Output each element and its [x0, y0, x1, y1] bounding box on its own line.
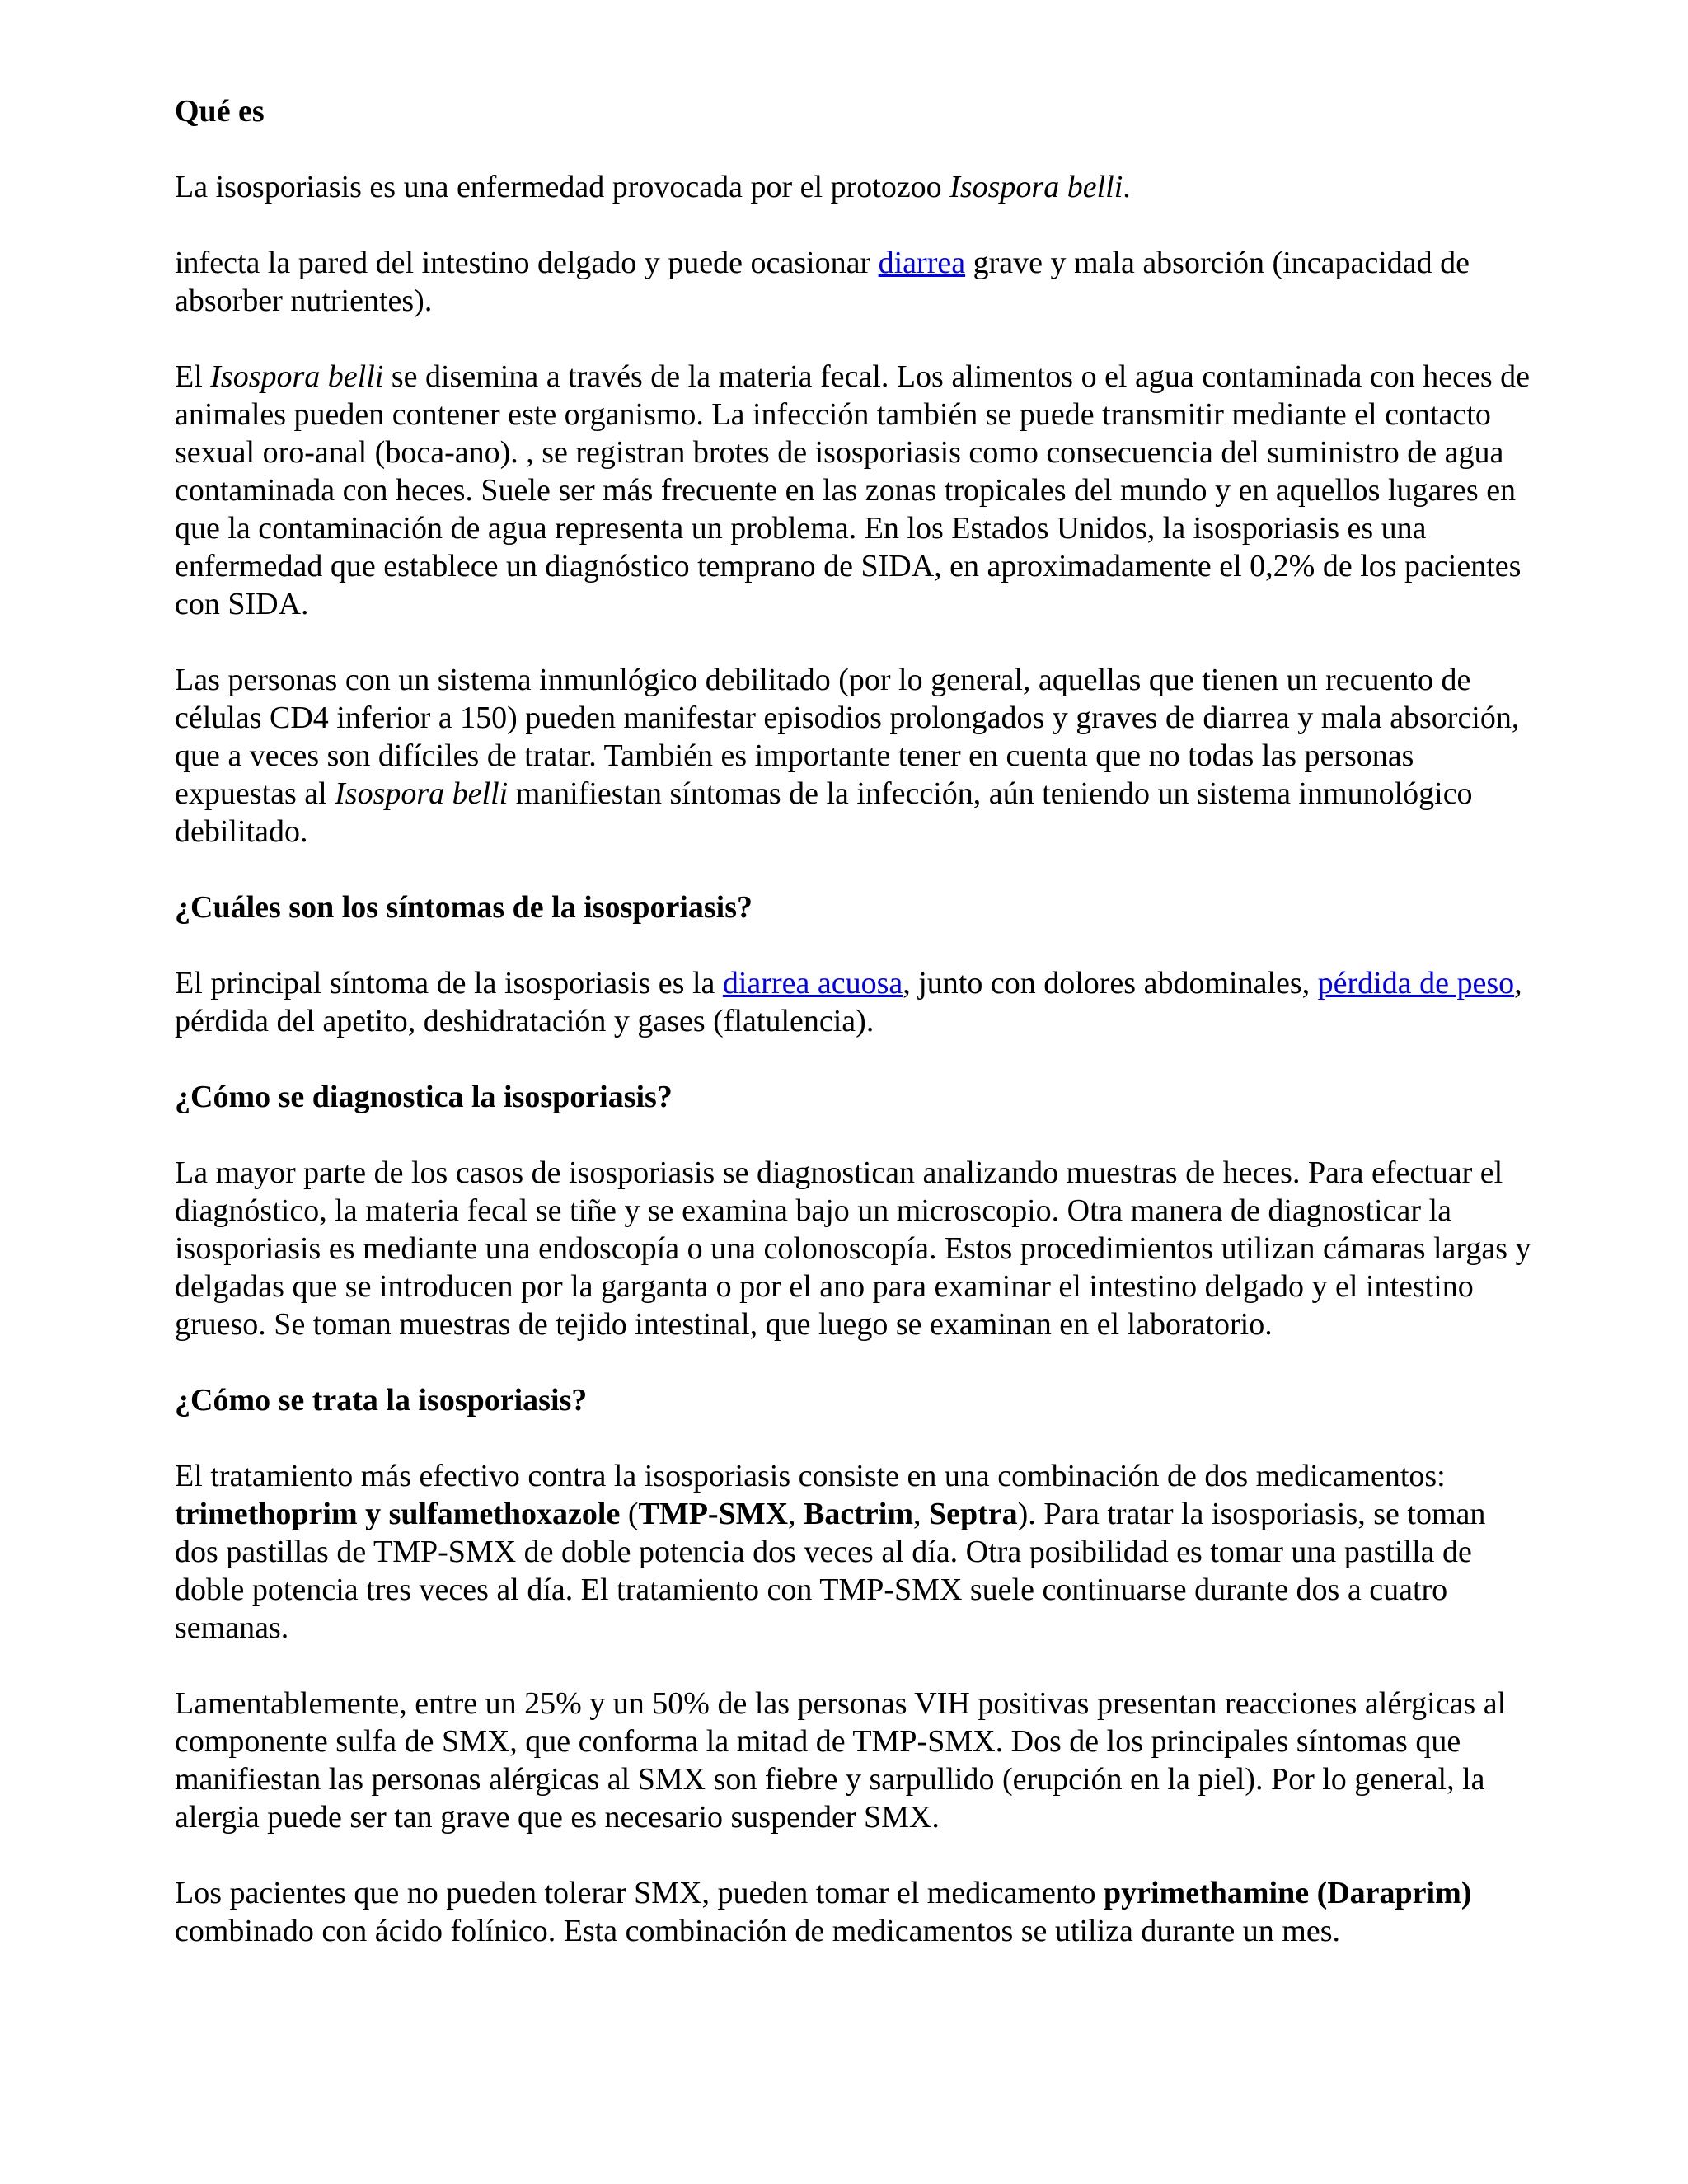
- drug-pyrimethamine: pyrimethamine (Daraprim): [1103, 1876, 1472, 1910]
- paragraph-text: ). Para tratar la isosporiasis, se toman dos pastillas de TMP-SMX de doble potencia dos veces al día. Otra posibilidad es tomar una pastilla de doble potencia tres veces al día. El tratamiento con TMP-SMX suele continuarse durante dos a cuatro semanas.: [175, 1497, 1486, 1645]
- drug-tmp-smx: TMP-SMX: [638, 1497, 789, 1531]
- heading-sintomas: ¿Cuáles son los síntomas de la isosporiasis?: [175, 890, 753, 925]
- paragraph-text: El tratamiento más efectivo contra la isosporiasis consiste en una combinación de dos medicamentos:: [175, 1459, 1446, 1493]
- document-body: [175, 92, 1535, 1988]
- paragraph-alternative: [175, 1874, 1535, 1950]
- paragraph-text: infecta la pared del intestino delgado y puede ocasionar: [175, 246, 879, 280]
- paragraph-text: manifiestan síntomas de la infección, aún teniendo un sistema inmunológico debilitado.: [175, 776, 1473, 849]
- paragraph-immune-system: [175, 661, 1535, 851]
- paragraph-infection: [175, 244, 1535, 320]
- paragraph-text: se disemina a través de la materia fecal. Los alimentos o el agua contaminada con heces de animales pueden contener este organismo. La infección también se puede transmitir mediante el contacto sexual oro-anal (boca-ano). , se registran brotes de isosporiasis como consecuencia del suministro de agua contaminada con heces. Suele ser más frecuente en las zonas tropicales del mundo y en aquellos lugares en que la contaminación de agua representa un problema. En los Estados Unidos, la isosporiasis es una enfermedad que establece un diagnóstico temprano de SIDA, en aproximadamente el 0,2% de los pacientes con SIDA.: [175, 359, 1530, 621]
- paragraph-text: ,: [788, 1497, 804, 1531]
- drug-combination: trimethoprim y sulfamethoxazole: [175, 1497, 621, 1531]
- paragraph-transmission: [175, 358, 1535, 623]
- link-diarrea[interactable]: diarrea: [878, 246, 966, 280]
- paragraph-text: , junto con dolores abdominales,: [903, 966, 1318, 1001]
- paragraph-text: El principal síntoma de la isosporiasis es la: [175, 966, 723, 1001]
- paragraph-symptoms: [175, 964, 1535, 1040]
- paragraph-allergy: Lamentablemente, entre un 25% y un 50% de las personas VIH positivas presentan reacciones alérgicas al componente sulfa de SMX, que conforma la mitad de TMP-SMX. Dos de los principales síntomas que manifiestan las personas alérgicas al SMX son fiebre y sarpullido (erupción en la piel). Por lo general, la alergia puede ser tan grave que es necesario suspender SMX.: [175, 1686, 1507, 1835]
- heading-diagnostico: ¿Cómo se diagnostica la isosporiasis?: [175, 1080, 673, 1114]
- paragraph-treatment: [175, 1457, 1535, 1647]
- paragraph-text: Los pacientes que no pueden tolerar SMX, pueden tomar el medicamento: [175, 1876, 1104, 1910]
- drug-septra: Septra: [928, 1497, 1018, 1531]
- heading-tratamiento: ¿Cómo se trata la isosporiasis?: [175, 1383, 588, 1418]
- drug-bactrim: Bactrim: [804, 1497, 913, 1531]
- organism-name: Isospora belli: [950, 170, 1123, 204]
- paragraph-text: (: [620, 1497, 639, 1531]
- paragraph-text: Las personas con un sistema inmunlógico debilitado (por lo general, aquellas que tienen un recuento de células CD4 inferior a 150) pueden manifestar episodios prolongados y graves de diarrea y mala absorción, que a veces son difíciles de tratar. También es importante tener en cuenta que no todas las personas expuestas al: [175, 663, 1520, 811]
- paragraph-text: La isosporiasis es una enfermedad provocada por el protozoo: [175, 170, 950, 204]
- paragraph-definition: [175, 168, 1535, 206]
- paragraph-diagnosis: La mayor parte de los casos de isosporiasis se diagnostican analizando muestras de heces. Para efectuar el diagnóstico, la materia fecal se tiñe y se examina bajo un microscopio. Otra manera de diagnosticar la isosporiasis es mediante una endoscopía o una colonoscopía. Estos procedimientos utilizan cámaras largas y delgadas que se introducen por la garganta o por el ano para examinar el intestino delgado y el intestino grueso. Se toman muestras de tejido intestinal, que luego se examinan en el laboratorio.: [175, 1155, 1531, 1342]
- paragraph-text: ,: [912, 1497, 929, 1531]
- paragraph-text: .: [1123, 170, 1131, 204]
- paragraph-text: El: [175, 359, 211, 394]
- link-perdida-de-peso[interactable]: pérdida de peso: [1317, 966, 1515, 1001]
- organism-name: Isospora belli: [210, 359, 384, 394]
- paragraph-text: , pérdida del apetito, deshidratación y gases (flatulencia).: [175, 966, 1522, 1038]
- link-diarrea-acuosa[interactable]: diarrea acuosa: [722, 966, 903, 1001]
- paragraph-text: combinado con ácido folínico. Esta combinación de medicamentos se utiliza durante un mes.: [175, 1914, 1341, 1948]
- heading-que-es: Qué es: [175, 94, 265, 129]
- paragraph-text: grave y mala absorción (incapacidad de absorber nutrientes).: [175, 246, 1470, 318]
- organism-name: Isospora belli: [335, 776, 509, 811]
